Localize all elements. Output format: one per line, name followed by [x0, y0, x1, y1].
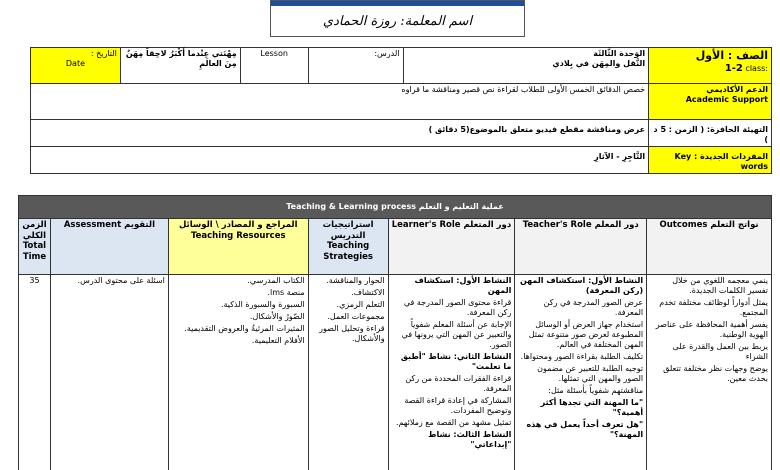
support-label-ar: الدعم الأكاديمي	[706, 85, 768, 94]
lesson-label-en: Lesson	[240, 48, 308, 84]
support-cell	[649, 84, 772, 120]
vocab-cell	[649, 147, 772, 174]
time-header-en: Total Time	[22, 241, 47, 262]
teacher-name: اسم المعلمة: روزة الحمادي	[322, 14, 473, 29]
strategies-header-ar: استراتيجيات التدريس	[322, 220, 374, 241]
vocab-label-ar: المفردات الجديدة :	[694, 152, 768, 161]
lesson-label-ar: الدرس:	[308, 48, 403, 84]
list-item: الكتاب المدرسي.	[247, 276, 305, 285]
date-cell	[31, 48, 121, 84]
list-item: المثيرات المرئيةُ والعروض التقديمية.	[184, 324, 305, 333]
list-item: السبورة والسبورة الذكية.	[220, 300, 305, 309]
list-item: يوضح وجهات نظر مختلفة تتعلق بحدث معين.	[663, 364, 768, 383]
list-item: النشاط الأول: استكشاف المهن (ركن المعرفة)	[519, 276, 644, 295]
list-item: قراءة وتحليل الصور والأشكال.	[319, 324, 385, 343]
list-item: استخدام جهاز العرض أو الوسائل المطبوعة لعرض صور متنوعة تمثل المهن المختلفة في العالم.	[528, 320, 644, 349]
time-header	[19, 219, 51, 275]
strategies-list	[308, 275, 388, 470]
learner-list	[388, 275, 515, 470]
support-label-en: Academic Support	[685, 95, 768, 104]
resources-header-en: Teaching Resources	[190, 230, 286, 241]
list-item: مجموعات العمل.	[327, 312, 385, 321]
vocab-label-en: Key words	[674, 152, 768, 171]
list-item: مناقشتهم شفوياً بأسئلة مثل:	[548, 386, 644, 395]
list-item: قراءة محتوى الصور المدرجة في ركن المعرفة.	[403, 298, 512, 317]
process-banner: Teaching & Learning process عملية التعليم و التعلم	[19, 196, 772, 219]
vocab-text: التَّاجِرِ - الآثارِ	[31, 147, 649, 174]
list-item: قراءة الفقرات المحددة من ركن المعرفة.	[405, 374, 512, 393]
lesson-info-table	[30, 47, 772, 174]
time-value: 35	[19, 275, 51, 470]
resources-header-ar: المراجع و المصادر \ الوسائل	[178, 220, 298, 230]
learner-header: Learner's Role دور المتعلم	[388, 219, 515, 275]
grade-label: الصف : الأول	[695, 49, 768, 62]
list-item: توجيه الطلبة للتعبير عن مضمون الصور والمهن التي تمثلها.	[537, 364, 644, 383]
process-table	[18, 195, 772, 470]
list-item: "هل تعرف أحداً يعمل في هذه المهنة؟"	[526, 420, 644, 439]
warmup-label: التهيئة الحافزة: ( الزمن : 5 د )	[649, 120, 772, 147]
header-accent-bar	[271, 1, 524, 6]
date-label-en: Date	[65, 59, 85, 68]
list-item: يفسر أهمية المحافظة على عناصر الهوية الوطنية.	[655, 320, 768, 339]
list-item: الصّورُ والأشكال.	[249, 312, 305, 321]
list-item: تكليف الطلبة بقراءة الصور ومحتواها.	[520, 352, 644, 361]
list-item: النشاط الثالث: نشاط "إبداعاتي"	[428, 430, 512, 449]
list-item: النشاط الثاني: نشاط "أطبق ما تعلمت"	[400, 352, 512, 371]
class-value: 1-2	[724, 62, 743, 74]
list-item: تمثيل مشهد من القصة مع زملائهم.	[396, 418, 512, 427]
assessment-header: Assessment التقويم	[50, 219, 168, 275]
unit-name-cell	[403, 48, 649, 84]
date-label-ar: التاريخ :	[90, 49, 117, 58]
assessment-value: اسئلة على محتوى الدرس.	[50, 275, 168, 470]
list-item: النشاط الأول: استكشاف المهن	[414, 276, 512, 295]
resources-header	[168, 219, 308, 275]
list-item: "ما المهنة التي تجدها أكثر أهمية؟"	[540, 398, 644, 417]
time-header-ar: الزمن الكلي	[22, 220, 47, 241]
strategies-header-en: Teaching Strategies	[323, 241, 373, 262]
list-item: المشاركة في إعادة قراءة القصة وتوضيح المفردات.	[404, 396, 512, 415]
unit-name-line2: النَّقل والمِهَن في بِلادي	[552, 59, 646, 68]
lesson-name-cell	[120, 48, 240, 84]
teacher-header: Teacher's Role دور المعلم	[515, 219, 647, 275]
outcomes-header: Outcomes نواتج التعلم	[647, 219, 772, 275]
list-item: الحوار والمناقشة.	[326, 276, 385, 285]
class-label: class:	[745, 63, 768, 73]
list-item: الإجابة عن أسئلة المعلم شفوياً والتعبير عن المهن التي يرونها في الصور.	[401, 320, 512, 349]
unit-name-line1: الوَحدة الثَّالثَة	[593, 49, 646, 58]
strategies-header	[308, 219, 388, 275]
lesson-name-line1: مِهْنَتي عِنْدما أَكْبَرُ لاحِقاً مِهَنٌ	[125, 49, 237, 58]
resources-list	[168, 275, 308, 470]
list-item: ينمي معجمه اللغوي من خلال تفسير الكلمات الجديدة.	[672, 276, 768, 295]
warmup-text: عرض ومناقشة مقطع فيديو متعلق بالموضوع(5 دقائق )	[31, 120, 649, 147]
lesson-name-line2: مِنَ العالَمِ	[199, 59, 237, 68]
list-item: عرض الصور المدرجة في ركن المعرفة.	[543, 298, 644, 317]
teacher-header	[270, 0, 525, 37]
list-item: يربط بين العمل والقدرة على الشراء	[672, 342, 768, 361]
teacher-list	[515, 275, 647, 470]
list-item: الأفلام التعليمية.	[251, 336, 305, 345]
list-item: منصة lms.	[267, 288, 305, 297]
grade-cell	[649, 48, 772, 84]
list-item: التعلم الرمزي.	[336, 300, 385, 309]
list-item: يمثل أدواراً لوظائف مختلفة تخدم المجتمع.	[659, 298, 768, 317]
list-item: الاكتشاف.	[351, 288, 385, 297]
support-text: خصص الدقائق الخمس الأولى للطلاب لقراءة نص قصير ومناقشة ما قراوه	[31, 84, 649, 120]
outcomes-list	[647, 275, 772, 470]
